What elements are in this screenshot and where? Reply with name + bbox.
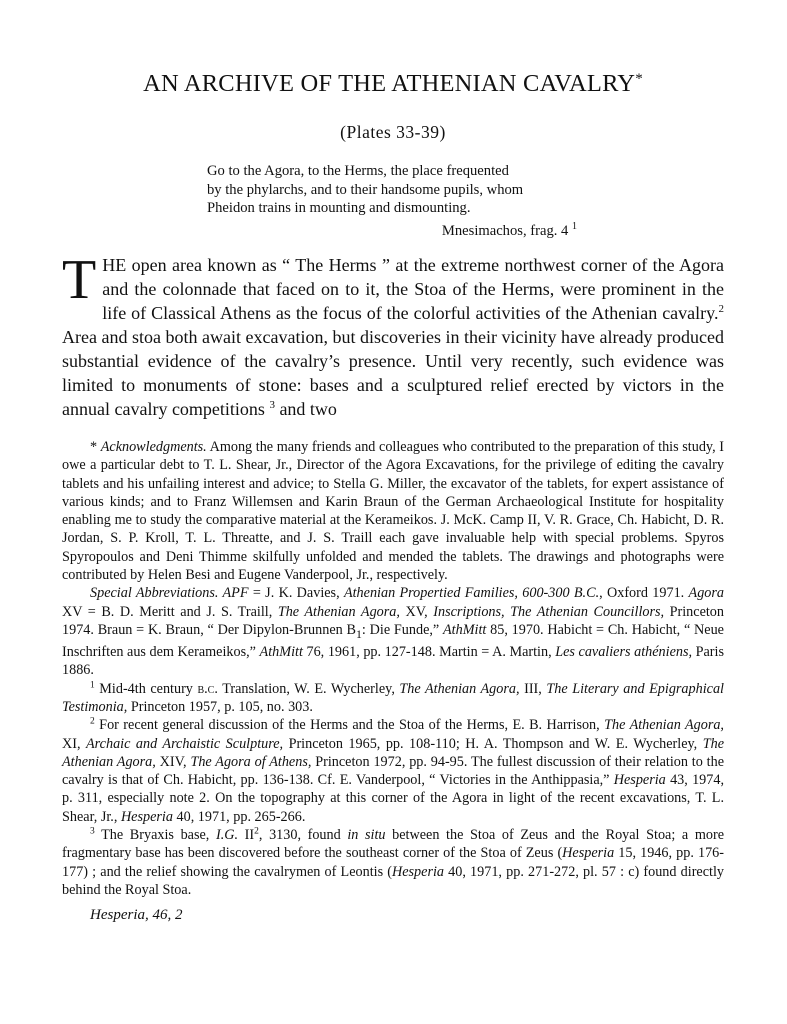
note-text: between the Stoa of Zeus and the Royal Stoa; a more fragmentary base has been discovered before the southeast corner of the Stoa of Zeus ( xyxy=(62,827,724,862)
abbr-text: AthMitt xyxy=(259,644,303,661)
abbr-text: Princeton 1974. Braun = K. Braun, “ Der Dipylon-Brunnen B xyxy=(62,603,724,638)
footnote-ref-2[interactable]: 2 xyxy=(718,303,724,315)
abbr-text: 76, 1961, pp. 127-148. Martin = A. Martin, xyxy=(302,644,556,661)
abbr-text: The Athenian Agora, xyxy=(277,603,400,620)
note-text: 15, 1946, pp. 176-177) ; and the relief showing the cavalrymen of Leontis ( xyxy=(62,845,724,880)
body-text-c: and two xyxy=(274,399,337,419)
body-text-a: HE open area known as “ The Herms ” at the extreme northwest corner of the Agora and the colonnade that faced on to it, the Stoa of the Herms, were prominent in the life of Classical Athens as the focus of the colorful activities of the Athenian cavalry. xyxy=(102,255,724,323)
note-text: II xyxy=(238,827,255,844)
body-paragraph xyxy=(62,249,724,421)
note-text: 40, 1971, pp. 271-272, pl. 57 : c) found directly behind the Royal Stoa. xyxy=(62,863,724,898)
abbr-text: AthMitt xyxy=(443,621,487,638)
abbr-text: : Die Funde,” xyxy=(361,621,443,638)
epigraph xyxy=(207,162,577,240)
abbr-subscript: 1 xyxy=(355,626,362,641)
abbr-label: Special Abbreviations. xyxy=(90,585,219,602)
abbr-text: APF xyxy=(218,585,249,602)
note-text: Hesperia xyxy=(391,863,444,880)
note-text: XI, xyxy=(62,735,87,752)
note-text: The Athenian Agora, xyxy=(604,717,724,734)
body-text xyxy=(62,249,724,421)
epigraph-line: by the phylarchs, and to their handsome pupils, whom xyxy=(207,181,524,198)
note-text: Translation, W. E. Wycherley, xyxy=(217,680,400,697)
footnote-2 xyxy=(62,716,724,826)
note-text: XIV, xyxy=(155,753,191,770)
footnote-ref-3[interactable]: 3 xyxy=(269,399,275,411)
note-text: The Bryaxis base, xyxy=(94,827,216,844)
ack-text: Among the many friends and colleagues who contributed to the preparation of this study, I owe a particular debt to T. L. Shear, Jr., Director of the Agora Excavations, for the privilege of editing the cavalry tablets and his unfailing interest and advice; to Stella G. Miller, the excavator of the tablets, for expert assistance of various kinds; and to Franz Willemsen and Karin Braun of the German Archaeological Institute for hospitality enabling me to study the comparative material at the Kerameikos. J. McK. Camp II, V. R. Grace, Ch. Habicht, D. R. Jordan, S. P. Kroll, T. L. Threatte, and J. S. Traill each gave invaluable help with special problems. Spyros Spyropoulos and Deni Thimme skilfully unfolded and mended the tablets. The drawings and photographs were contributed by Helen Besi and Eugene Vanderpool, Jr., respectively. xyxy=(62,439,725,584)
note-text: Hesperia xyxy=(562,845,615,862)
abbr-text: = J. K. Davies, xyxy=(248,585,344,602)
note-text: Hesperia xyxy=(613,772,666,789)
footnote-mark: 3 xyxy=(90,826,95,837)
abbr-text: Athenian Propertied Families, 600-300 B.C. xyxy=(343,585,600,602)
note-text: 40, 1971, pp. 265-266. xyxy=(172,808,306,825)
article-title xyxy=(62,70,724,98)
abbr-text: 85, 1970. Habicht = Ch. Habicht, “ Neue Inschriften aus dem Kerameikos,” xyxy=(62,621,724,661)
note-text: The Athenian Agora, xyxy=(399,680,520,697)
epigraph-line: Go to the Agora, to the Herms, the place frequented xyxy=(207,163,509,179)
note-text: 43, 1974, p. 311, especially note 2. On the topography at this corner of the Agora in light of the recent excavations, T. L. Shear, Jr., xyxy=(62,772,724,825)
footnote-mark: 1 xyxy=(90,679,95,690)
footnote-1 xyxy=(62,680,724,717)
footnote-3 xyxy=(62,826,724,899)
abbr-text: , Oxford 1971. xyxy=(599,585,689,602)
note-text: Hesperia xyxy=(120,808,173,825)
note-superscript: 2 xyxy=(254,826,259,837)
title-footnote-mark[interactable]: * xyxy=(635,71,643,87)
note-text: Princeton 1972, pp. 94-95. The fullest discussion of their relation to the cavalry is that of Ch. Habicht, pp. 136-138. Cf. E. Vanderpool, “ Victories in the Anthippasia,” xyxy=(62,753,725,789)
drop-cap: T xyxy=(62,249,97,311)
article-page xyxy=(62,0,724,1024)
abbr-text: XV = B. D. Meritt and J. S. Traill, xyxy=(62,603,278,620)
note-text: , 3130, found xyxy=(258,827,348,844)
epigraph-attribution xyxy=(207,218,577,240)
note-text: The Literary and Epigraphical Testimonia, xyxy=(62,680,724,715)
attribution-text: Mnesimachos, frag. 4 xyxy=(441,222,569,239)
abbr-text: Inscriptions, The Athenian Councillors, xyxy=(433,603,665,620)
epigraph-line: Pheidon trains in mounting and dismounting. xyxy=(207,200,471,217)
abbr-text: Paris 1886. xyxy=(62,644,724,679)
footnote-ref-1[interactable]: 1 xyxy=(572,220,577,232)
abbr-text: Agora xyxy=(688,585,725,602)
note-text: The Athenian Agora, xyxy=(62,735,724,770)
note-text: III, xyxy=(519,680,547,697)
title-text: AN ARCHIVE OF THE ATHENIAN CAVALRY xyxy=(143,70,636,97)
ack-mark: * xyxy=(90,439,101,455)
note-text: Archaic and Archaistic Sculpture, xyxy=(86,735,284,752)
journal-citation: Hesperia, 46, 2 xyxy=(90,907,183,923)
ack-label: Acknowledgments. xyxy=(100,439,207,455)
footnotes xyxy=(62,438,724,899)
abbr-text: XV, xyxy=(399,603,434,620)
note-text: For recent general discussion of the Herms and the Stoa of the Herms, E. B. Harrison, xyxy=(94,717,605,734)
note-text: Mid-4th century xyxy=(94,680,198,697)
footnote-mark: 2 xyxy=(90,716,95,727)
body-text-b: Area and stoa both await excavation, but discoveries in their vicinity have already produced substantial evidence of the cavalry’s presence. Until very recently, such evidence was limited to monuments of stone: bases and a sculptured relief erected by victors in the annual cavalry competitions xyxy=(62,327,724,419)
footnote-acknowledgments xyxy=(62,438,724,584)
note-text: b.c. xyxy=(197,680,218,697)
note-text: in situ xyxy=(347,827,386,844)
note-text: Princeton 1957, p. 105, no. 303. xyxy=(127,698,313,715)
plates-text: (Plates 33-39) xyxy=(340,122,446,142)
note-text: Princeton 1965, pp. 108-110; H. A. Thompson and W. E. Wycherley, xyxy=(283,735,703,752)
abbr-text: Les cavaliers athéniens, xyxy=(555,644,693,661)
note-text: The Agora of Athens, xyxy=(190,753,312,770)
plates-reference xyxy=(62,122,724,143)
footnote-abbreviations xyxy=(62,584,724,679)
note-text: I.G. xyxy=(215,827,239,844)
